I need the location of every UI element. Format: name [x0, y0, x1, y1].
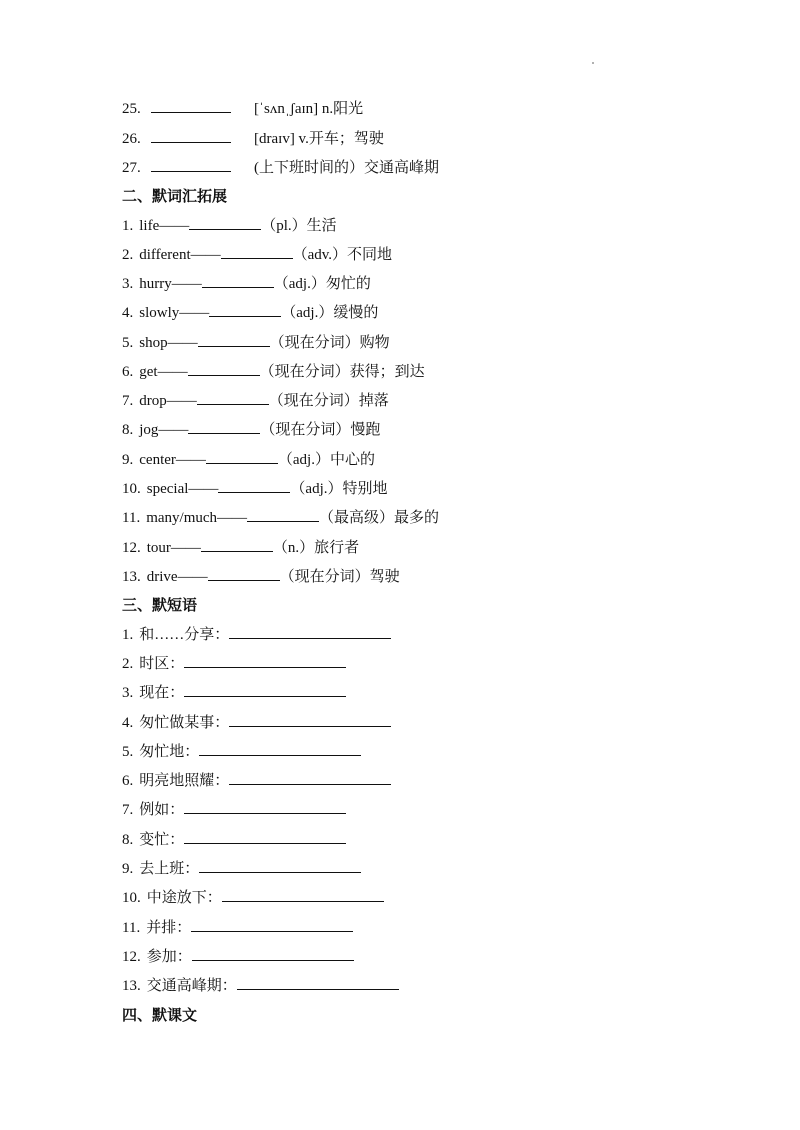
item-hint: （现在分词）掉落: [268, 393, 389, 409]
answer-blank[interactable]: [184, 829, 346, 844]
answer-blank[interactable]: [197, 390, 269, 405]
item-number: 2.: [122, 247, 134, 263]
answer-blank[interactable]: [191, 917, 353, 932]
item-prompt: 并排：: [146, 920, 192, 936]
section-heading: 四、默课文: [122, 1006, 198, 1024]
item-number: 6.: [122, 773, 134, 789]
expansion-item: [122, 332, 390, 353]
phrase-item: [122, 682, 346, 703]
corner-mark: [592, 62, 594, 64]
answer-blank[interactable]: [184, 653, 346, 668]
expansion-item: [122, 361, 425, 382]
item-prompt: 去上班：: [139, 861, 200, 877]
item-number: 3.: [122, 685, 134, 701]
phrase-item: [122, 917, 353, 938]
expansion-item: [122, 390, 389, 411]
item-word: get——: [139, 364, 188, 380]
answer-blank[interactable]: [206, 449, 278, 464]
answer-blank[interactable]: [237, 975, 399, 990]
item-number: 2.: [122, 656, 134, 672]
item-hint: （现在分词）获得；到达: [259, 364, 425, 380]
answer-blank[interactable]: [222, 887, 384, 902]
phrase-item: [122, 887, 384, 908]
item-prompt: 参加：: [146, 949, 192, 965]
item-hint: （adj.）中心的: [277, 452, 375, 468]
answer-blank[interactable]: [198, 332, 270, 347]
answer-blank[interactable]: [188, 419, 260, 434]
item-number: 12.: [122, 540, 141, 556]
item-hint: （最高级）最多的: [319, 510, 440, 526]
expansion-item: [122, 507, 439, 528]
item-prompt: 匆忙做某事：: [139, 715, 230, 731]
answer-blank[interactable]: [229, 624, 391, 639]
item-number: 6.: [122, 364, 134, 380]
item-word: different——: [139, 247, 221, 263]
item-word: slowly——: [139, 305, 210, 321]
item-number: 1.: [122, 218, 134, 234]
phrase-item: [122, 829, 346, 850]
item-number: 8.: [122, 832, 134, 848]
item-number: 5.: [122, 335, 134, 351]
answer-blank[interactable]: [229, 770, 391, 785]
answer-blank[interactable]: [218, 478, 290, 493]
answer-blank[interactable]: [151, 128, 231, 143]
item-hint: （n.）旅行者: [272, 540, 360, 556]
item-definition: [draɪv] v.开车；驾驶: [254, 131, 384, 147]
item-number: 5.: [122, 744, 134, 760]
item-number: 4.: [122, 305, 134, 321]
item-word: drop——: [139, 393, 197, 409]
item-word: hurry——: [139, 276, 202, 292]
item-word: jog——: [139, 422, 189, 438]
item-hint: （现在分词）驾驶: [279, 569, 400, 585]
answer-blank[interactable]: [189, 215, 261, 230]
item-hint: （adv.）不同地: [292, 247, 393, 263]
item-definition: [ˈsʌnˌʃaɪn] n.阳光: [254, 101, 364, 117]
phrase-item: [122, 858, 361, 879]
item-word: drive——: [146, 569, 208, 585]
answer-blank[interactable]: [209, 302, 281, 317]
item-prompt: 现在：: [139, 685, 185, 701]
item-hint: （现在分词）慢跑: [260, 422, 381, 438]
phrase-item: [122, 712, 391, 733]
item-hint: （pl.）生活: [261, 218, 337, 234]
phrase-item: [122, 975, 399, 996]
phrase-item: [122, 653, 346, 674]
item-number: 8.: [122, 422, 134, 438]
item-number: 11.: [122, 510, 141, 526]
item-number: 13.: [122, 978, 141, 994]
answer-blank[interactable]: [199, 858, 361, 873]
answer-blank[interactable]: [184, 682, 346, 697]
item-word: many/much——: [146, 510, 248, 526]
item-prompt: 匆忙地：: [139, 744, 200, 760]
item-prompt: 中途放下：: [146, 890, 222, 906]
item-hint: （adj.）缓慢的: [281, 305, 379, 321]
expansion-item: [122, 244, 392, 265]
item-number: 27.: [122, 160, 141, 176]
item-number: 9.: [122, 452, 134, 468]
answer-blank[interactable]: [184, 799, 346, 814]
answer-blank[interactable]: [151, 98, 231, 113]
item-number: 12.: [122, 949, 141, 965]
item-prompt: 明亮地照耀：: [139, 773, 230, 789]
answer-blank[interactable]: [199, 741, 361, 756]
item-hint: （adj.）特别地: [290, 481, 388, 497]
expansion-item: [122, 566, 400, 587]
vocab-item: [122, 128, 384, 149]
item-number: 7.: [122, 802, 134, 818]
item-number: 26.: [122, 131, 141, 147]
vocab-item: [122, 157, 439, 178]
phrase-item: [122, 624, 391, 645]
expansion-item: [122, 215, 337, 236]
item-word: special——: [146, 481, 219, 497]
item-number: 10.: [122, 890, 141, 906]
item-word: center——: [139, 452, 206, 468]
answer-blank[interactable]: [151, 157, 231, 172]
expansion-item: [122, 273, 371, 294]
item-prompt: 时区：: [139, 656, 185, 672]
item-word: life——: [139, 218, 190, 234]
expansion-item: [122, 419, 380, 440]
vocab-item: [122, 98, 363, 119]
section-heading: 三、默短语: [122, 596, 198, 614]
item-number: 1.: [122, 627, 134, 643]
item-prompt: 例如：: [139, 802, 185, 818]
answer-blank[interactable]: [188, 361, 260, 376]
expansion-item: [122, 537, 359, 558]
item-hint: （现在分词）购物: [269, 335, 390, 351]
phrase-item: [122, 946, 354, 967]
item-prompt: 和……分享：: [139, 627, 230, 643]
item-number: 9.: [122, 861, 134, 877]
item-number: 11.: [122, 920, 141, 936]
item-number: 3.: [122, 276, 134, 292]
answer-blank[interactable]: [201, 537, 273, 552]
answer-blank[interactable]: [192, 946, 354, 961]
item-number: 4.: [122, 715, 134, 731]
item-definition: (上下班时间的）交通高峰期: [254, 160, 439, 176]
item-hint: （adj.）匆忙的: [273, 276, 371, 292]
answer-blank[interactable]: [202, 273, 274, 288]
item-word: shop——: [139, 335, 198, 351]
answer-blank[interactable]: [208, 566, 280, 581]
phrase-item: [122, 799, 346, 820]
answer-blank[interactable]: [221, 244, 293, 259]
item-number: 7.: [122, 393, 134, 409]
item-number: 10.: [122, 481, 141, 497]
phrase-item: [122, 770, 391, 791]
item-prompt: 变忙：: [139, 832, 185, 848]
item-word: tour——: [146, 540, 201, 556]
phrase-item: [122, 741, 361, 762]
item-prompt: 交通高峰期：: [146, 978, 237, 994]
expansion-item: [122, 449, 375, 470]
item-number: 13.: [122, 569, 141, 585]
item-number: 25.: [122, 101, 141, 117]
answer-blank[interactable]: [247, 507, 319, 522]
expansion-item: [122, 478, 387, 499]
section-heading: 二、默词汇拓展: [122, 187, 228, 205]
answer-blank[interactable]: [229, 712, 391, 727]
expansion-item: [122, 302, 378, 323]
